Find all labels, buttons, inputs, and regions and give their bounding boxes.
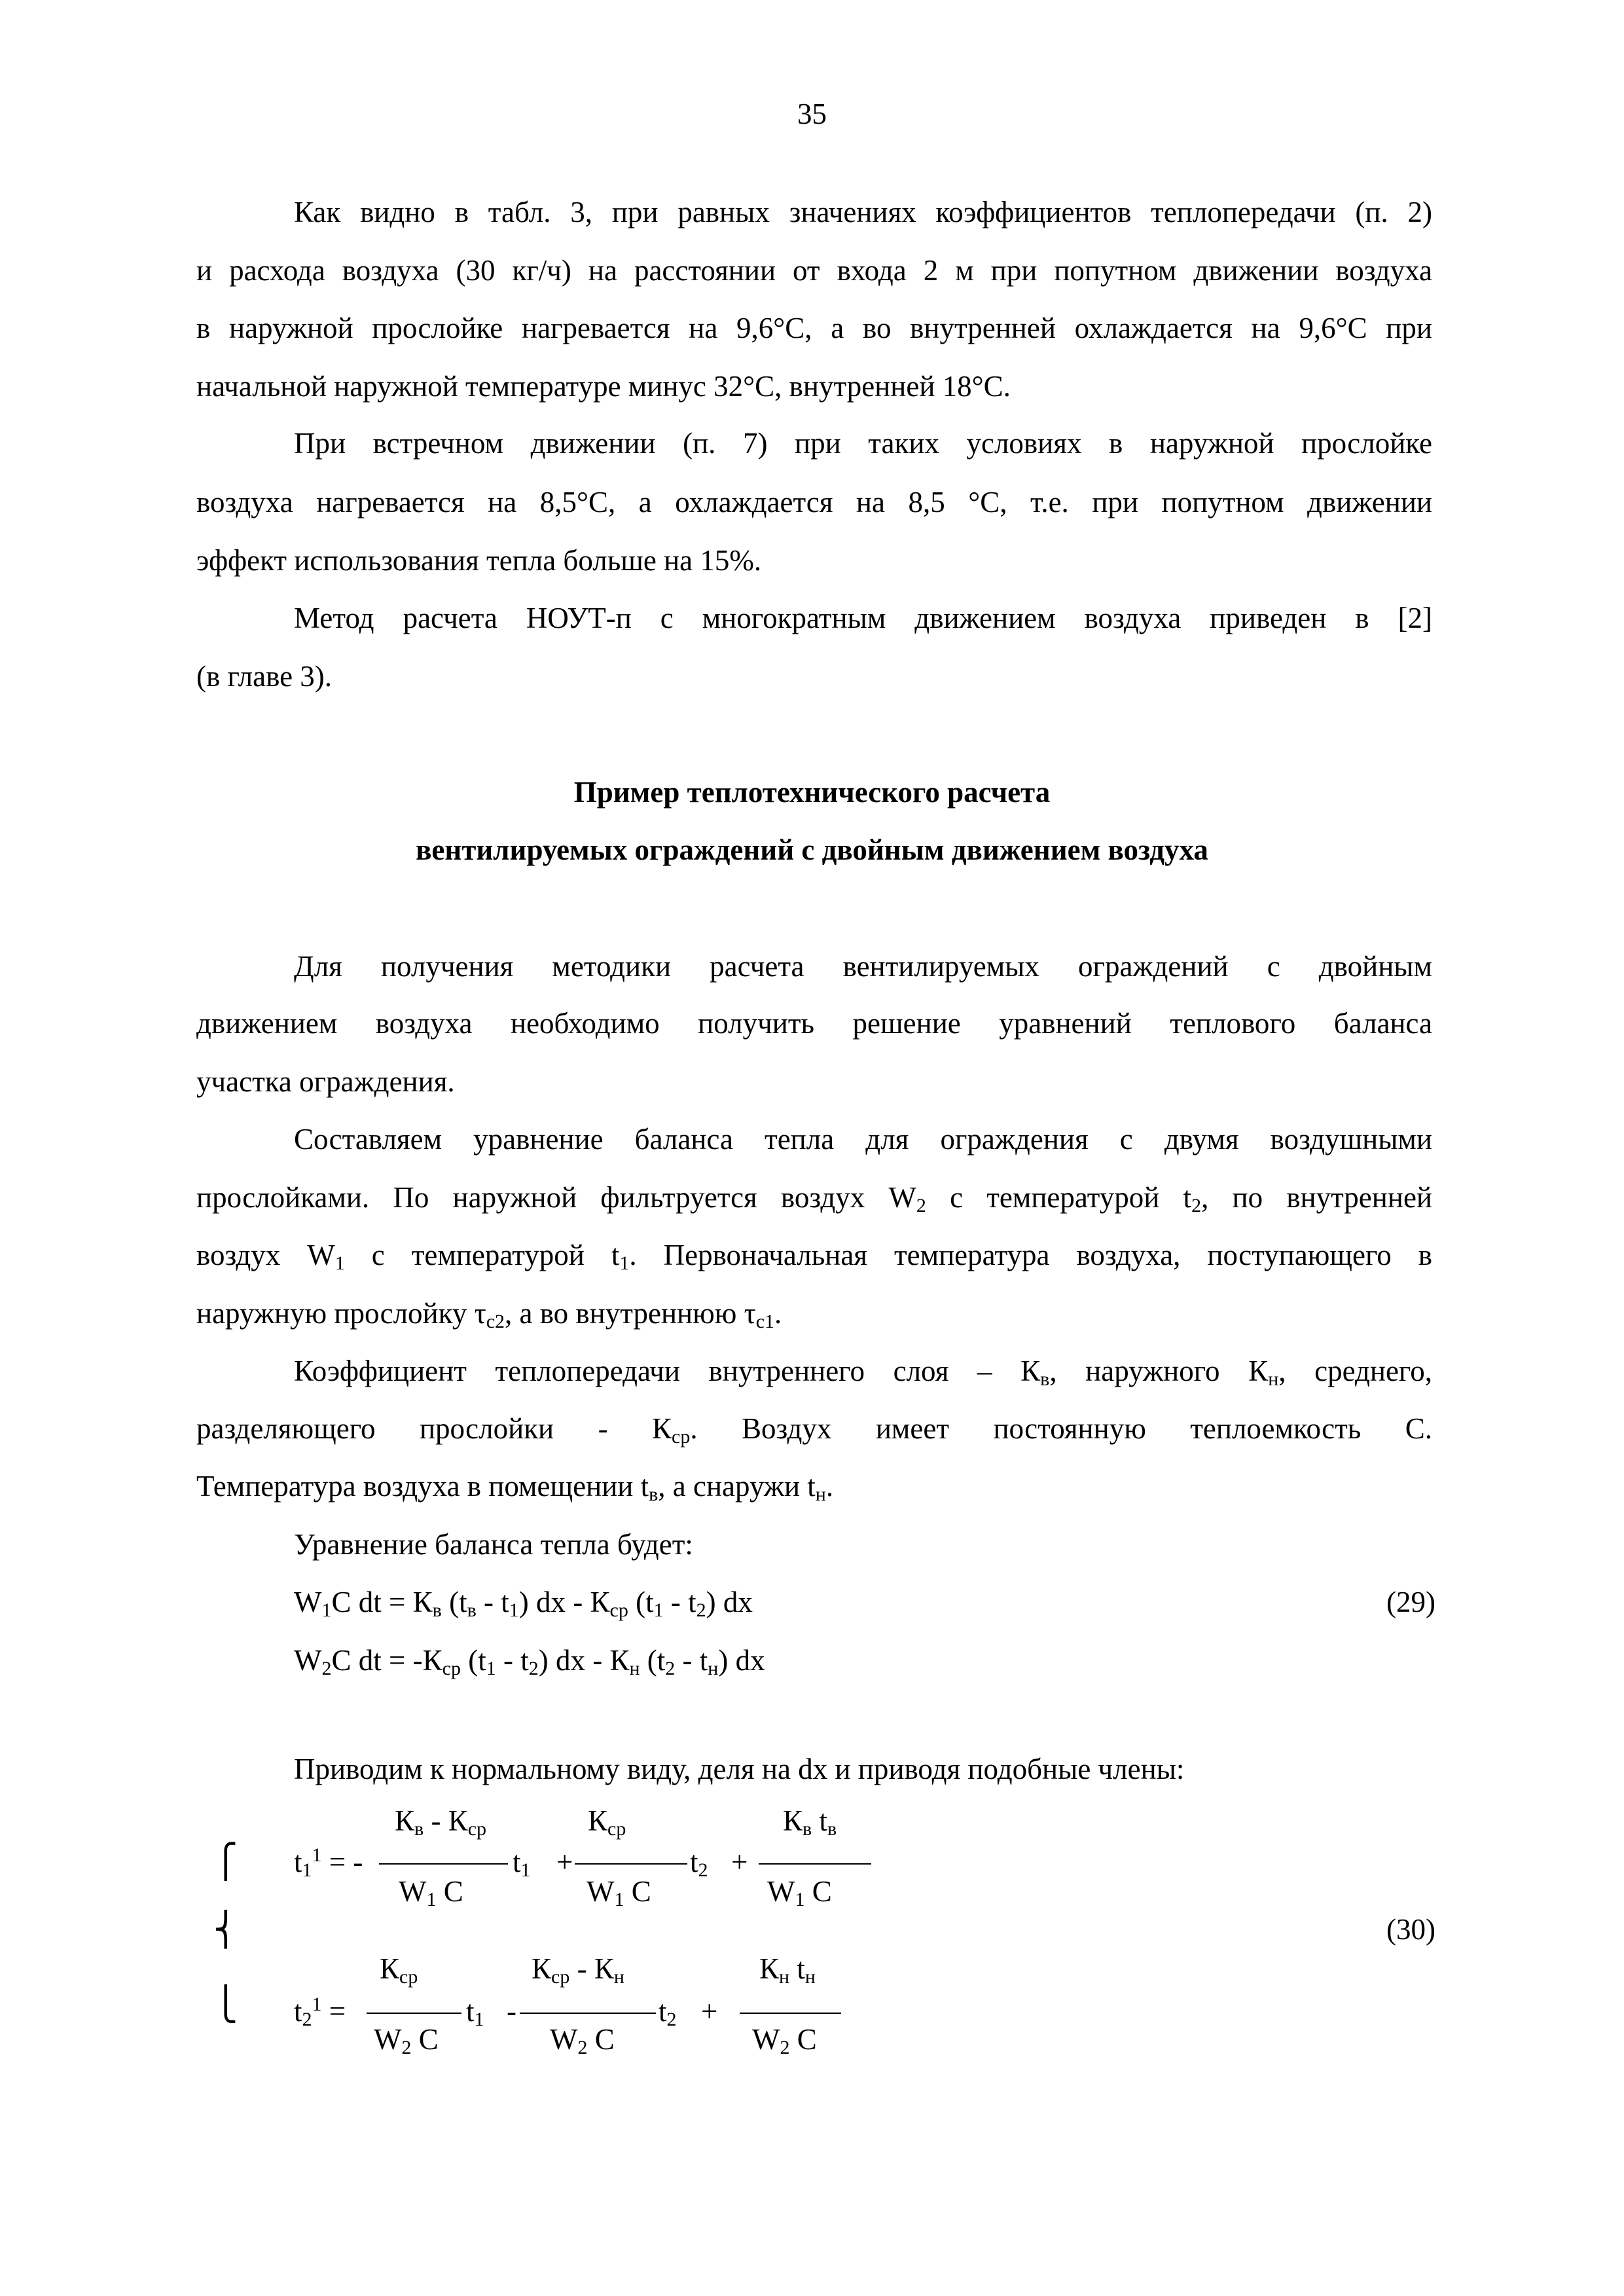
eq30-row2-frac1-bar	[367, 2013, 461, 2014]
paragraph-5-line-1: Составляем уравнение баланса тепла для ограждения с двумя воздушными	[294, 1123, 1432, 1156]
eq30-row1-lhs: $t_1^1$ = -	[294, 1844, 363, 1881]
eq30-row1-plus-2: +	[731, 1846, 748, 1878]
equation-29-row-2: $W_2C$ dt = $-К_{ср}$ $(t_1 - t_2)$ dx - $К_н$ $(t_2 - t_н)$ dx	[294, 1644, 765, 1679]
paragraph-4-line-2: движением воздуха необходимо получить решение уравнений теплового баланса	[196, 1007, 1432, 1040]
eq30-row2-frac3-denominator: $W_2$ C	[752, 2023, 817, 2058]
eq30-row2-lhs: $t_2^1$ =	[294, 1994, 346, 2030]
paragraph-4-line-1: Для получения методики расчета вентилируемых ограждений с двойным	[294, 950, 1432, 983]
equation-29-row-1: $W_1C$ dt = $К_в$ $(t_в - t_1)$ dx - $К_{ср}$ $(t_1 - t_2)$ dx	[294, 1586, 753, 1621]
paragraph-6-line-3: Температура воздуха в помещении $t_в$, а снаружи $t_н$.	[196, 1470, 834, 1505]
paragraph-5-line-3: воздух $W_1$ с температурой $t_1$. Первоначальная температура воздуха, поступающего в	[196, 1239, 1433, 1274]
paragraph-2-line-3: эффект использования тепла больше на 15%.	[196, 544, 762, 577]
normal-form-intro: Приводим к нормальному виду, деля на dx и приводя подобные члены:	[294, 1753, 1185, 1785]
paragraph-2-line-2: воздуха нагревается на 8,5°С, а охлаждается на 8,5 °С, т.е. при попутном движении	[196, 486, 1432, 519]
eq30-row1-t2: $t_2$	[690, 1846, 708, 1881]
equation-30-number: (30)	[1386, 1913, 1435, 1946]
eq30-row2-t1: $t_1$	[466, 1995, 484, 2030]
paragraph-6-line-2: разделяющего прослойки - $К_{ср}$. Воздух имеет постоянную теплоемкость С.	[196, 1412, 1432, 1448]
eq30-row2-frac1-numerator: $К_{ср}$	[380, 1952, 418, 1988]
eq30-row1-frac3-bar	[759, 1863, 871, 1865]
section-title-line-1: Пример теплотехнического расчета	[573, 776, 1051, 809]
paragraph-4-line-3: участка ограждения.	[196, 1065, 455, 1098]
eq30-row1-frac3-denominator: $W_1$ C	[767, 1875, 832, 1910]
eq30-row1-plus-1: +	[556, 1846, 573, 1878]
eq30-row1-frac1-denominator: $W_1$ C	[399, 1875, 463, 1910]
eq30-row2-frac2-denominator: $W_2$ C	[550, 2023, 615, 2058]
eq30-row2-frac3-bar	[740, 2013, 841, 2014]
eq30-row1-frac2-denominator: $W_1$ C	[586, 1875, 651, 1910]
paragraph-1-line-1: Как видно в табл. 3, при равных значениях коэффициентов теплопередачи (п. 2)	[294, 196, 1432, 228]
eq30-row2-minus: -	[507, 1995, 516, 2028]
eq30-row1-frac2-bar	[575, 1863, 687, 1865]
equation-29-number: (29)	[1386, 1586, 1435, 1618]
system-brace-middle: ⎨	[213, 1911, 238, 1948]
paragraph-6-line-1: Коэффициент теплопередачи внутреннего слоя – $К_в$, наружного $К_н$, среднего,	[294, 1355, 1433, 1390]
paragraph-5-line-4: наружную прослойку $\tau_{с2}$, а во внутреннюю $\tau_{с1}$.	[196, 1297, 782, 1332]
eq30-row1-frac3-numerator: $К_в$ $t_в$	[783, 1804, 837, 1840]
paragraph-5-line-2: прослойками. По наружной фильтруется воздух $W_2$ с температурой $t_2$, по внутренней	[196, 1181, 1433, 1216]
paragraph-1-line-4: начальной наружной температуре минус 32°С, внутренней 18°С.	[196, 370, 1011, 403]
eq30-row1-t1: $t_1$	[513, 1846, 531, 1881]
section-title-line-2: вентилируемых ограждений с двойным движением воздуха	[416, 833, 1208, 866]
balance-intro: Уравнение баланса тепла будет:	[294, 1528, 693, 1561]
eq30-row2-frac3-numerator: $К_н$ $t_н$	[759, 1952, 816, 1988]
eq30-row1-frac1-bar	[379, 1863, 508, 1865]
eq30-row2-plus: +	[701, 1995, 718, 2028]
eq30-row2-t2: $t_2$	[659, 1995, 677, 2030]
eq30-row2-frac1-denominator: $W_2$ C	[374, 2023, 439, 2058]
eq30-row2-frac2-numerator: $К_{ср} - К_н$	[532, 1952, 624, 1988]
eq30-row1-frac2-numerator: $К_{ср}$	[588, 1804, 626, 1840]
eq30-row1-frac1-numerator: $К_в - К_{ср}$	[395, 1804, 487, 1840]
paragraph-1-line-2: и расхода воздуха (30 кг/ч) на расстоянии от входа 2 м при попутном движении воздуха	[196, 254, 1432, 287]
system-brace-bottom: ⎩	[213, 1986, 238, 2022]
paragraph-1-line-3: в наружной прослойке нагревается на 9,6°С, а во внутренней охлаждается на 9,6°С при	[196, 312, 1432, 344]
page-number: 35	[797, 98, 827, 130]
eq30-row2-frac2-bar	[520, 2013, 656, 2014]
system-brace-top: ⎧	[213, 1843, 238, 1880]
paragraph-3-line-1: Метод расчета НОУТ-п с многократным движением воздуха приведен в [2]	[294, 602, 1432, 634]
paragraph-2-line-1: При встречном движении (п. 7) при таких условиях в наружной прослойке	[294, 427, 1432, 460]
paragraph-3-line-2: (в главе 3).	[196, 660, 333, 693]
